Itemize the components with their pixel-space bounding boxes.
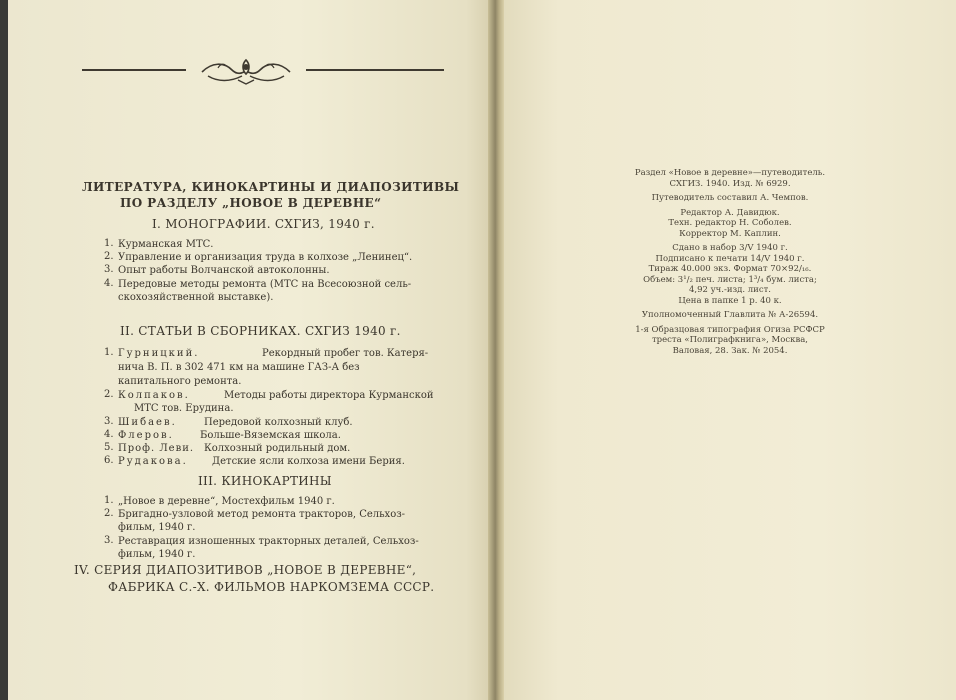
article-title: Колхозный родильный дом.: [204, 443, 351, 454]
imprint-line: СХГИЗ. 1940. Изд. № 6929.: [669, 178, 791, 189]
section-heading-monographs: I. МОНОГРАФИИ. СХГИЗ, 1940 г.: [152, 217, 375, 231]
article-title: Методы работы директора Курманской: [224, 390, 434, 401]
imprint-line: Тираж 40.000 экз. Формат 70×92/₁₆.: [648, 264, 812, 274]
right-page: [504, 0, 956, 700]
article-title-cont: капитального ремонта.: [118, 376, 242, 387]
list-item-number: 3.: [104, 264, 114, 275]
section-heading-articles: II. СТАТЬИ В СБОРНИКАХ. СХГИЗ 1940 г.: [120, 324, 401, 338]
imprint-line: 4,92 уч.-изд. лист.: [689, 285, 771, 295]
list-item-number: 2.: [104, 251, 114, 262]
imprint-line: Редактор А. Давидюк.: [680, 207, 780, 218]
list-item-text: Реставрация изношенных тракторных деталей, Сельхоз-: [118, 536, 419, 547]
header-rule-left: [82, 69, 186, 71]
list-item-number: 3.: [104, 535, 114, 546]
list-item-number: 4.: [104, 278, 114, 289]
article-author: Шибаев.: [118, 417, 177, 428]
article-title: Рекордный пробег тов. Катеря-: [262, 348, 429, 359]
imprint-line: Валовая, 28. Зак. № 2054.: [672, 345, 788, 356]
list-item-text: „Новое в деревне“, Мостехфильм 1940 г.: [118, 496, 335, 507]
article-author: Флеров.: [118, 430, 174, 441]
list-item-text: Курманская МТС.: [118, 239, 214, 250]
article-author: Колпаков.: [118, 390, 190, 401]
article-author: Рудакова.: [118, 456, 188, 467]
list-item-number: 1.: [104, 347, 114, 358]
article-author: Проф. Леви.: [118, 443, 195, 454]
list-item-number: 3.: [104, 416, 114, 427]
left-page: [8, 0, 490, 700]
section-heading-slides-cont: ФАБРИКА С.-Х. ФИЛЬМОВ НАРКОМЗЕМА СССР.: [108, 580, 435, 594]
list-item-number: 1.: [104, 495, 114, 506]
header-rule-right: [306, 69, 444, 71]
imprint-line: Подписано к печати 14/V 1940 г.: [655, 253, 805, 264]
list-item-number: 2.: [104, 508, 114, 519]
imprint-line: Корректор М. Каплин.: [679, 228, 781, 239]
section-heading-slides: IV. СЕРИЯ ДИАПОЗИТИВОВ „НОВОЕ В ДЕРЕВНЕ“,: [74, 563, 417, 577]
list-item-number: 1.: [104, 238, 114, 249]
imprint-line: Уполномоченный Главлита № А-26594.: [641, 310, 819, 320]
article-author: Гурницкий.: [118, 348, 200, 359]
list-item-number: 6.: [104, 455, 114, 466]
imprint-line: Путеводитель составил А. Чемпов.: [651, 193, 809, 203]
list-item-number: 4.: [104, 429, 114, 440]
list-item-text: Бригадно-узловой метод ремонта тракторов, Сельхоз-: [118, 509, 406, 520]
imprint-line: Объем: 3¹/₂ печ. листа; 1³/₄ бум. листа;: [643, 274, 817, 285]
imprint-line: Цена в папке 1 р. 40 к.: [678, 295, 782, 306]
page-title-line2: ПО РАЗДЕЛУ „НОВОЕ В ДЕРЕВНЕ“: [120, 196, 382, 210]
article-title-cont: нича В. П. в 302 471 км на машине ГАЗ-А без: [118, 362, 360, 373]
section-heading-films: III. КИНОКАРТИНЫ: [198, 474, 332, 488]
list-item-text-cont: фильм, 1940 г.: [118, 549, 196, 560]
list-item-text-cont: фильм, 1940 г.: [118, 522, 196, 533]
imprint-line: Техн. редактор Н. Соболев.: [668, 218, 792, 228]
imprint-line: 1-я Образцовая типография Огиза РСФСР: [635, 324, 825, 335]
ornament-icon: [198, 54, 294, 88]
article-title-cont: МТС тов. Ерудина.: [134, 403, 234, 414]
list-item-text-cont: скохозяйственной выставке).: [118, 292, 274, 303]
list-item-text: Опыт работы Волчанской автоколонны.: [118, 265, 330, 276]
article-title: Больше-Вяземская школа.: [200, 430, 341, 441]
page-title-line1: ЛИТЕРАТУРА, КИНОКАРТИНЫ И ДИАПОЗИТИВЫ: [82, 180, 460, 194]
book-gutter: [488, 0, 504, 700]
list-item-text: Передовые методы ремонта (МТС на Всесоюзной сель-: [118, 279, 412, 290]
list-item-number: 5.: [104, 442, 114, 453]
imprint-line: Сдано в набор 3/V 1940 г.: [672, 243, 788, 253]
article-title: Детские ясли колхоза имени Берия.: [212, 456, 405, 467]
list-item-number: 2.: [104, 389, 114, 400]
imprint-line: треста «Полиграфкнига», Москва,: [651, 335, 809, 345]
list-item-text: Управление и организация труда в колхозе „Ленинец“.: [118, 252, 413, 263]
article-title: Передовой колхозный клуб.: [204, 417, 353, 428]
imprint-line: Раздел «Новое в деревне»—путеводитель.: [634, 168, 826, 178]
